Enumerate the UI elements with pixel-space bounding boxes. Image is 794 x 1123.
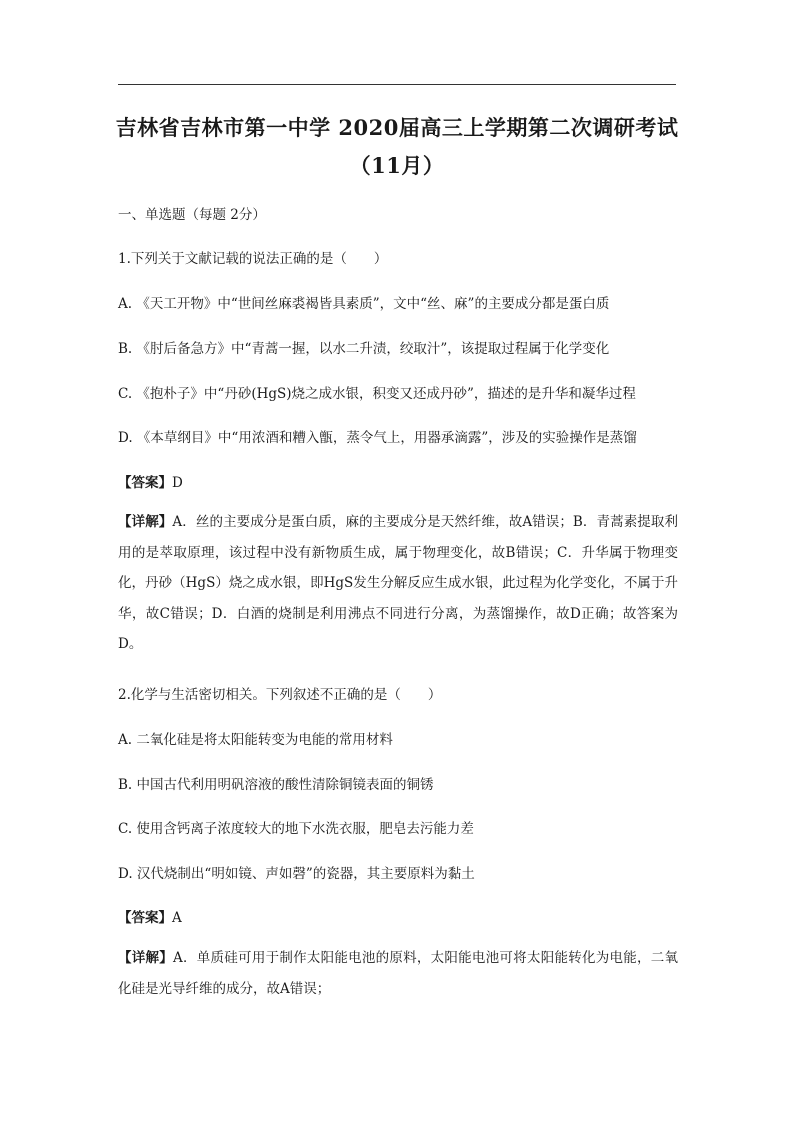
answer-value: D	[172, 475, 183, 491]
question-2-stem: 2.化学与生活密切相关。下列叙述不正确的是（ ）	[118, 687, 442, 703]
question-2-option-a: A. 二氧化硅是将太阳能转变为电能的常用材料	[118, 732, 393, 748]
explain-label: 【详解】	[118, 950, 174, 966]
page-subtitle: （11月）	[349, 153, 445, 178]
answer-value: A	[172, 910, 182, 926]
answer-label: 【答案】	[118, 475, 172, 491]
question-2-option-c: C. 使用含钙离子浓度较大的地下水洗衣服，肥皂去污能力差	[118, 821, 474, 837]
section-heading: 一、单选题（每题 2分）	[118, 207, 266, 223]
question-1-option-b: B. 《肘后备急方》中“青蒿一握，以水二升渍，绞取汁”，该提取过程属于化学变化	[118, 341, 610, 357]
question-2-option-b: B. 中国古代利用明矾溶液的酸性清除铜镜表面的铜锈	[118, 777, 434, 793]
explain-label: 【详解】	[118, 514, 173, 530]
header-rule	[118, 84, 676, 85]
question-1-stem: 1.下列关于文献记载的说法正确的是（ ）	[118, 251, 388, 267]
question-2-option-d: D. 汉代烧制出“明如镜、声如磬”的瓷器，其主要原料为黏土	[118, 866, 475, 882]
question-1-option-c: C. 《抱朴子》中“丹砂(HgS)烧之成水银，积变又还成丹砂”，描述的是升华和凝华过程	[118, 386, 636, 402]
question-2-explanation	[118, 943, 678, 1004]
question-1-explanation	[118, 507, 678, 660]
question-1-answer	[118, 471, 183, 491]
question-1-option-a: A. 《天工开物》中“世间丝麻裘褐皆具素质”，文中“丝、麻”的主要成分都是蛋白质	[118, 296, 610, 312]
page-title: 吉林省吉林市第一中学 2020届高三上学期第二次调研考试	[115, 115, 679, 140]
answer-label: 【答案】	[118, 910, 172, 926]
question-2-answer	[118, 906, 182, 926]
explanation-text: A．丝的主要成分是蛋白质，麻的主要成分是天然纤维，故A错误；B．青蒿素提取利用的是萃取原理，该过程中没有新物质生成，属于物理变化，故B错误；C．升华属于物理变化，丹砂（HgS）烧之成水银，即HgS发生分解反应生成水银，此过程为化学变化，不属于升华，故C错误；D．白酒的烧制是利用沸点不同进行分离，为蒸馏操作，故D正确；故答案为D。	[118, 514, 679, 652]
question-1-option-d: D. 《本草纲目》中“用浓酒和糟入甑，蒸令气上，用器承滴露”，涉及的实验操作是蒸馏	[118, 430, 637, 446]
explanation-text: A．单质硅可用于制作太阳能电池的原料，太阳能电池可将太阳能转化为电能，二氧化硅是光导纤维的成分，故A错误；	[118, 950, 679, 997]
